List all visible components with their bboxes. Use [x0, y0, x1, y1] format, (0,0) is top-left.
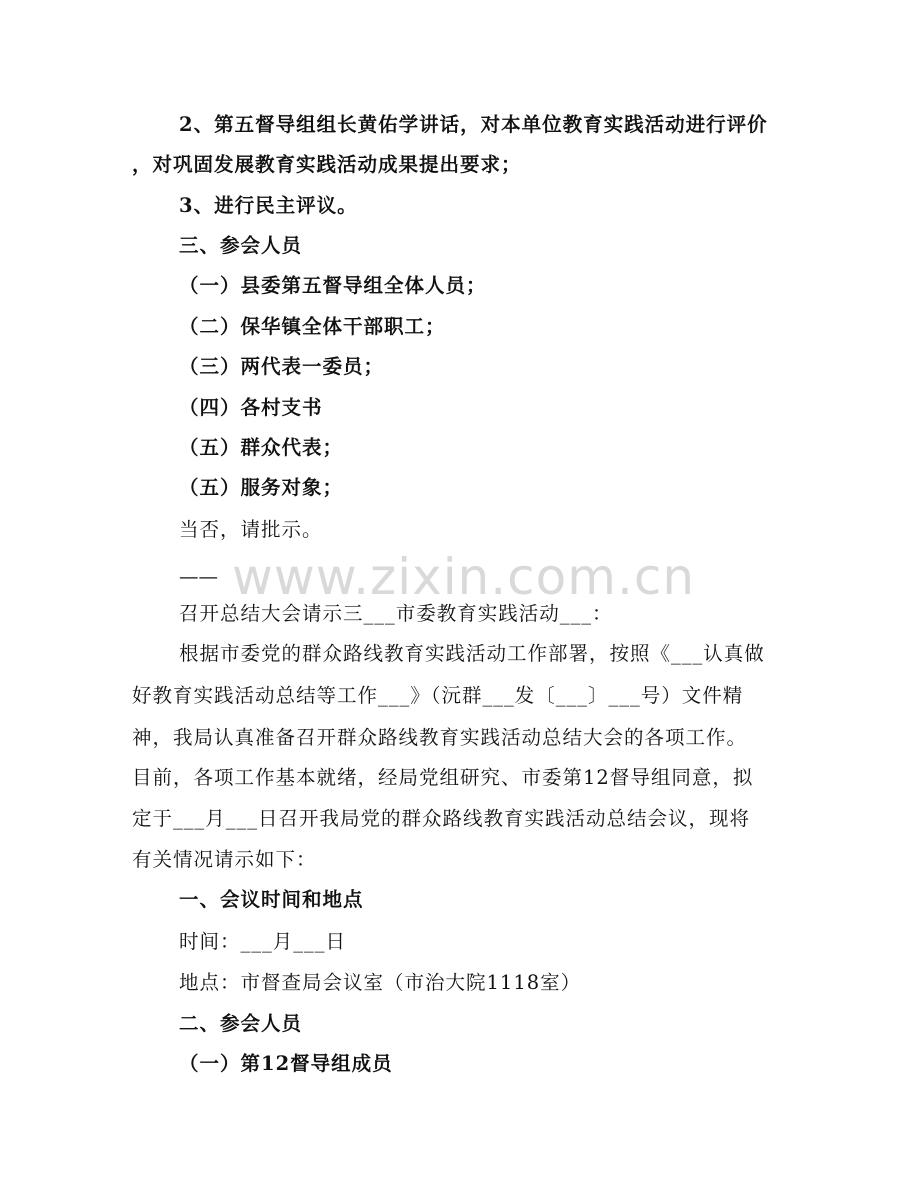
paragraph-line: 2、第五督导组组长黄佑学讲话，对本单位教育实践活动进行评价: [179, 113, 768, 136]
paragraph-line: 地点：市督查局会议室（市治大院1118室）: [179, 971, 582, 994]
paragraph-line: 时间：___月___日: [179, 930, 347, 953]
list-item: （三）两代表一委员；: [179, 355, 385, 378]
paragraph-line: 3、进行民主评议。: [179, 194, 358, 217]
paragraph-line: 当否，请批示。: [179, 518, 323, 541]
list-item: （五）服务对象；: [179, 476, 344, 499]
paragraph-line: 目前，各项工作基本就绪，经局党组研究、市委第12督导组同意，拟: [132, 766, 754, 789]
document-title-line: 召开总结大会请示三___市委教育实践活动___：: [179, 602, 613, 625]
list-item: （一）第12督导组成员: [179, 1052, 393, 1075]
paragraph-line: 有关情况请示如下：: [132, 848, 317, 871]
section-heading: 二、参会人员: [179, 1012, 303, 1035]
paragraph-line: 根据市委党的群众路线教育实践活动工作部署，按照《___认真做: [179, 642, 765, 665]
paragraph-line: 定于___月___日召开我局党的群众路线教育实践活动总结会议，现将: [132, 807, 751, 830]
list-item: （二）保华镇全体干部职工；: [179, 315, 446, 338]
section-heading: 一、会议时间和地点: [179, 888, 364, 911]
section-heading: 三、参会人员: [179, 234, 303, 257]
paragraph-line: ，对巩固发展教育实践活动成果提出要求；: [132, 153, 522, 176]
paragraph-line: 好教育实践活动总结等工作___》（沅群___发〔___〕___号）文件精: [132, 684, 744, 707]
watermark: www.zixin.com.cn: [232, 548, 696, 606]
list-item: （一）县委第五督导组全体人员；: [179, 274, 487, 297]
list-item: （四）各村支书: [179, 396, 323, 419]
paragraph-line: 神，我局认真准备召开群众路线教育实践活动总结大会的各项工作。: [132, 726, 748, 749]
list-item: （五）群众代表；: [179, 436, 344, 459]
separator: ——: [179, 565, 218, 588]
